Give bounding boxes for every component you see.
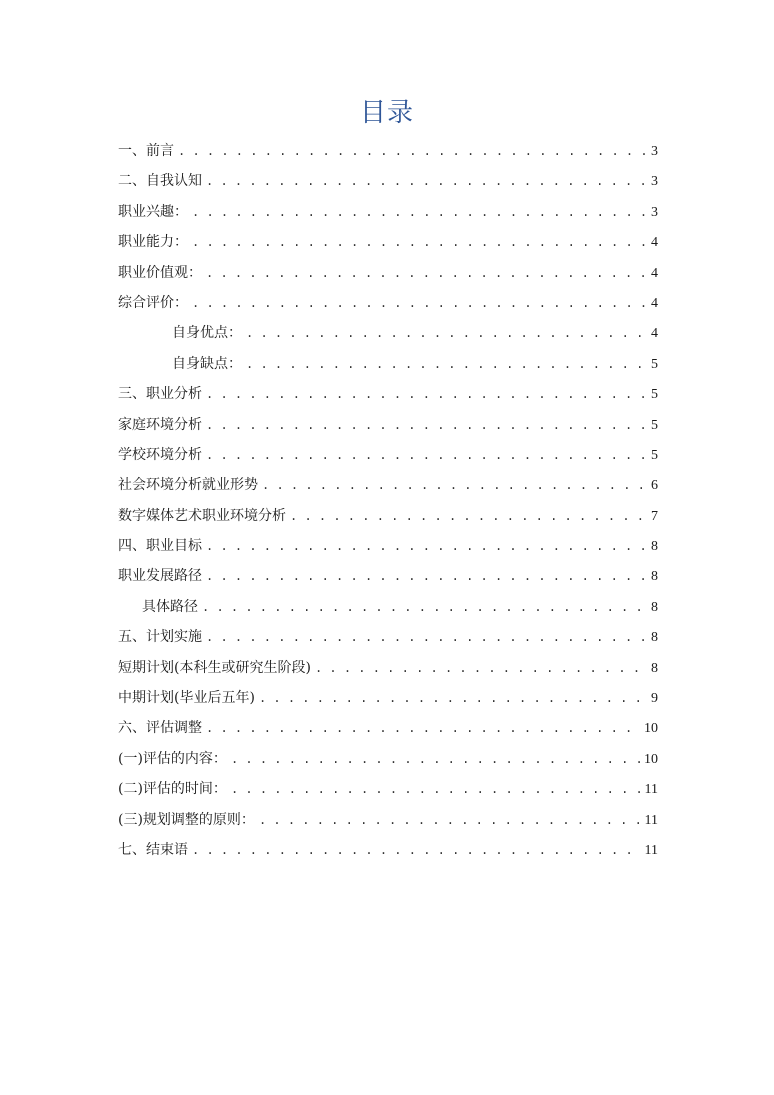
toc-entry-page-number: 4 [651, 295, 658, 311]
toc-list [118, 136, 658, 865]
toc-dot-leader [262, 470, 647, 500]
toc-entry-page-number: 11 [644, 782, 658, 798]
toc-entry-page-number: 4 [651, 265, 658, 281]
toc-entry-label: 短期计划(本科生或研究生阶段) [118, 659, 311, 676]
toc-entry-label: 中期计划(毕业后五年) [118, 690, 255, 707]
toc-dot-leader [206, 379, 647, 409]
toc-dot-leader [315, 653, 647, 683]
toc-entry[interactable] [118, 683, 658, 713]
toc-entry-page-number: 5 [651, 447, 658, 463]
toc-entry-label: 四、职业目标 [118, 538, 202, 555]
toc-dot-leader [206, 713, 640, 743]
toc-entry[interactable] [118, 653, 658, 683]
toc-entry[interactable] [118, 531, 658, 561]
toc-dot-leader [290, 501, 647, 531]
toc-entry[interactable] [118, 774, 658, 804]
toc-entry-page-number: 5 [651, 417, 658, 433]
toc-entry-page-number: 8 [651, 660, 658, 676]
toc-dot-leader [206, 561, 647, 591]
toc-entry[interactable] [118, 288, 658, 318]
toc-entry[interactable] [118, 835, 658, 865]
toc-entry-page-number: 8 [651, 630, 658, 646]
toc-entry-label: 具体路径 [142, 598, 198, 615]
toc-entry-label: 职业兴趣： [118, 203, 188, 220]
toc-entry-label: 社会环境分析就业形势 [118, 477, 258, 494]
toc-entry-label: 七、结束语 [118, 841, 188, 858]
toc-entry-label: 家庭环境分析 [118, 416, 202, 433]
toc-entry-page-number: 4 [651, 235, 658, 251]
toc-entry-label: 职业能力： [118, 234, 188, 251]
toc-entry[interactable] [118, 379, 658, 409]
toc-entry[interactable] [118, 258, 658, 288]
toc-dot-leader [206, 531, 647, 561]
toc-entry[interactable] [118, 805, 658, 835]
toc-entry-page-number: 8 [651, 599, 658, 615]
toc-entry-label: 职业发展路径 [118, 568, 202, 585]
toc-dot-leader [206, 440, 647, 470]
toc-entry-label: (三)规划调整的原则： [118, 811, 255, 828]
toc-entry-label: 三、职业分析 [118, 386, 202, 403]
toc-entry[interactable] [118, 744, 658, 774]
toc-entry-label: 二、自我认知 [118, 173, 202, 190]
toc-entry-label: 自身优点： [172, 325, 242, 342]
toc-dot-leader [192, 835, 641, 865]
toc-dot-leader [259, 683, 647, 713]
toc-entry-label: 一、前言 [118, 143, 174, 159]
toc-entry-label: 数字媒体艺术职业环境分析 [118, 507, 286, 524]
toc-entry-label: (二)评估的时间： [118, 781, 227, 798]
toc-entry[interactable] [118, 622, 658, 652]
toc-entry-page-number: 3 [651, 174, 658, 190]
toc-entry[interactable] [118, 197, 658, 227]
toc-dot-leader [206, 622, 647, 652]
toc-dot-leader [206, 410, 647, 440]
toc-entry-page-number: 8 [651, 539, 658, 555]
toc-entry-page-number: 7 [651, 508, 658, 524]
toc-dot-leader [192, 227, 647, 257]
toc-dot-leader [206, 166, 647, 196]
toc-entry[interactable] [118, 410, 658, 440]
toc-entry-page-number: 4 [651, 326, 658, 342]
toc-dot-leader [231, 744, 640, 774]
toc-entry[interactable] [118, 318, 658, 348]
toc-dot-leader [192, 288, 647, 318]
toc-entry-page-number: 5 [651, 387, 658, 403]
toc-entry-page-number: 5 [651, 356, 658, 372]
toc-entry-label: 职业价值观： [118, 264, 202, 281]
toc-dot-leader [206, 258, 647, 288]
toc-entry-label: 综合评价： [118, 294, 188, 311]
toc-entry-page-number: 11 [644, 842, 658, 858]
toc-entry[interactable] [118, 166, 658, 196]
toc-dot-leader [178, 136, 647, 166]
toc-entry-page-number: 3 [651, 204, 658, 220]
toc-entry-page-number: 11 [644, 812, 658, 828]
toc-entry-page-number: 10 [644, 751, 658, 767]
toc-dot-leader [246, 349, 647, 379]
toc-dot-leader [246, 318, 647, 348]
toc-entry-label: 五、计划实施 [118, 629, 202, 646]
toc-entry[interactable] [118, 470, 658, 500]
toc-entry[interactable] [118, 227, 658, 257]
toc-title: 目录 [359, 98, 414, 128]
toc-entry-page-number: 6 [651, 478, 658, 494]
toc-dot-leader [259, 805, 641, 835]
toc-entry-page-number: 10 [644, 721, 658, 737]
toc-entry[interactable] [118, 561, 658, 591]
toc-dot-leader [231, 774, 641, 804]
toc-entry-label: 学校环境分析 [118, 446, 202, 463]
toc-dot-leader [202, 592, 647, 622]
toc-dot-leader [192, 197, 647, 227]
toc-entry-label: (一)评估的内容： [118, 750, 227, 767]
toc-entry-label: 六、评估调整 [118, 720, 202, 737]
toc-entry[interactable] [118, 136, 658, 166]
toc-entry-page-number: 8 [651, 569, 658, 585]
toc-entry[interactable] [118, 713, 658, 743]
toc-entry[interactable] [118, 501, 658, 531]
toc-entry-page-number: 9 [651, 691, 658, 707]
toc-entry[interactable] [118, 349, 658, 379]
toc-entry[interactable] [118, 440, 658, 470]
toc-entry-page-number: 3 [651, 144, 658, 159]
toc-entry-label: 自身缺点： [172, 355, 242, 372]
toc-entry[interactable] [118, 592, 658, 622]
